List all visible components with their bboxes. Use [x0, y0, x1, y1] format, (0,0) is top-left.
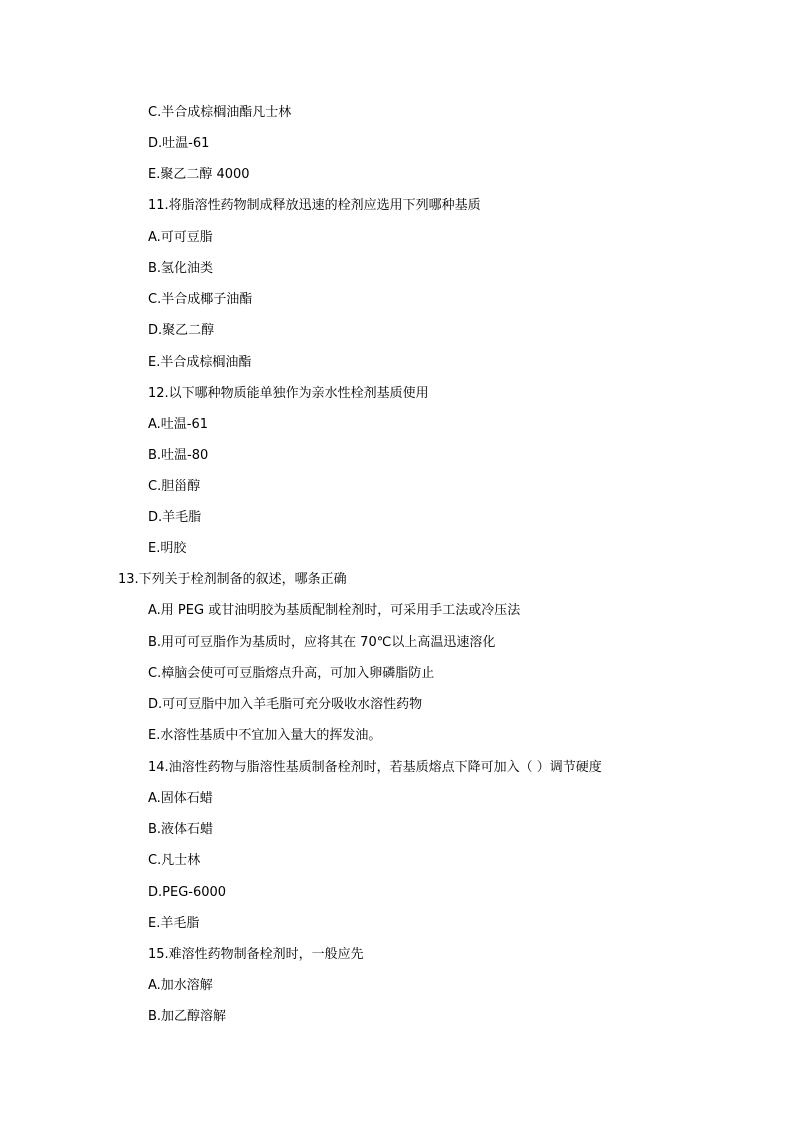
- option-11a: A.可可豆脂: [148, 230, 213, 245]
- option-14c: C.凡士林: [148, 853, 201, 868]
- question-11: 11.将脂溶性药物制成释放迅速的栓剂应选用下列哪种基质: [148, 198, 481, 213]
- option-12c: C.胆甾醇: [148, 479, 201, 494]
- option-14a: A.固体石蜡: [148, 791, 213, 806]
- option-12d: D.羊毛脂: [148, 510, 202, 525]
- option-14b: B.液体石蜡: [148, 822, 214, 837]
- option-14e: E.羊毛脂: [148, 916, 200, 931]
- option-15a: A.加水溶解: [148, 978, 213, 993]
- option-13c: C.樟脑会使可可豆脂熔点升高，可加入卵磷脂防止: [148, 666, 435, 681]
- option-13b: B.用可可豆脂作为基质时，应将其在 70℃以上高温迅速溶化: [148, 635, 496, 650]
- option-10c: C.半合成棕榈油酯凡士林: [148, 105, 292, 120]
- option-15b: B.加乙醇溶解: [148, 1009, 227, 1024]
- option-14d: D.PEG-6000: [148, 885, 227, 900]
- option-11e: E.半合成棕榈油酯: [148, 355, 252, 370]
- option-13a: A.用 PEG 或甘油明胶为基质配制栓剂时，可采用手工法或冷压法: [148, 603, 521, 618]
- option-11d: D.聚乙二醇: [148, 323, 215, 338]
- question-14: 14.油溶性药物与脂溶性基质制备栓剂时，若基质熔点下降可加入（ ）调节硬度: [148, 760, 602, 775]
- option-12a: A.吐温-61: [148, 417, 209, 432]
- option-10e: E.聚乙二醇 4000: [148, 167, 250, 182]
- option-13e: E.水溶性基质中不宜加入量大的挥发油。: [148, 728, 382, 743]
- option-11b: B.氢化油类: [148, 261, 214, 276]
- option-13d: D.可可豆脂中加入羊毛脂可充分吸收水溶性药物: [148, 697, 423, 712]
- option-12b: B.吐温-80: [148, 448, 209, 463]
- option-12e: E.明胶: [148, 541, 187, 556]
- question-13: 13.下列关于栓剂制备的叙述，哪条正确: [118, 572, 347, 587]
- question-12: 12.以下哪种物质能单独作为亲水性栓剂基质使用: [148, 386, 429, 401]
- option-11c: C.半合成椰子油酯: [148, 292, 253, 307]
- option-10d: D.吐温-61: [148, 136, 210, 151]
- question-15: 15.难溶性药物制备栓剂时，一般应先: [148, 947, 364, 962]
